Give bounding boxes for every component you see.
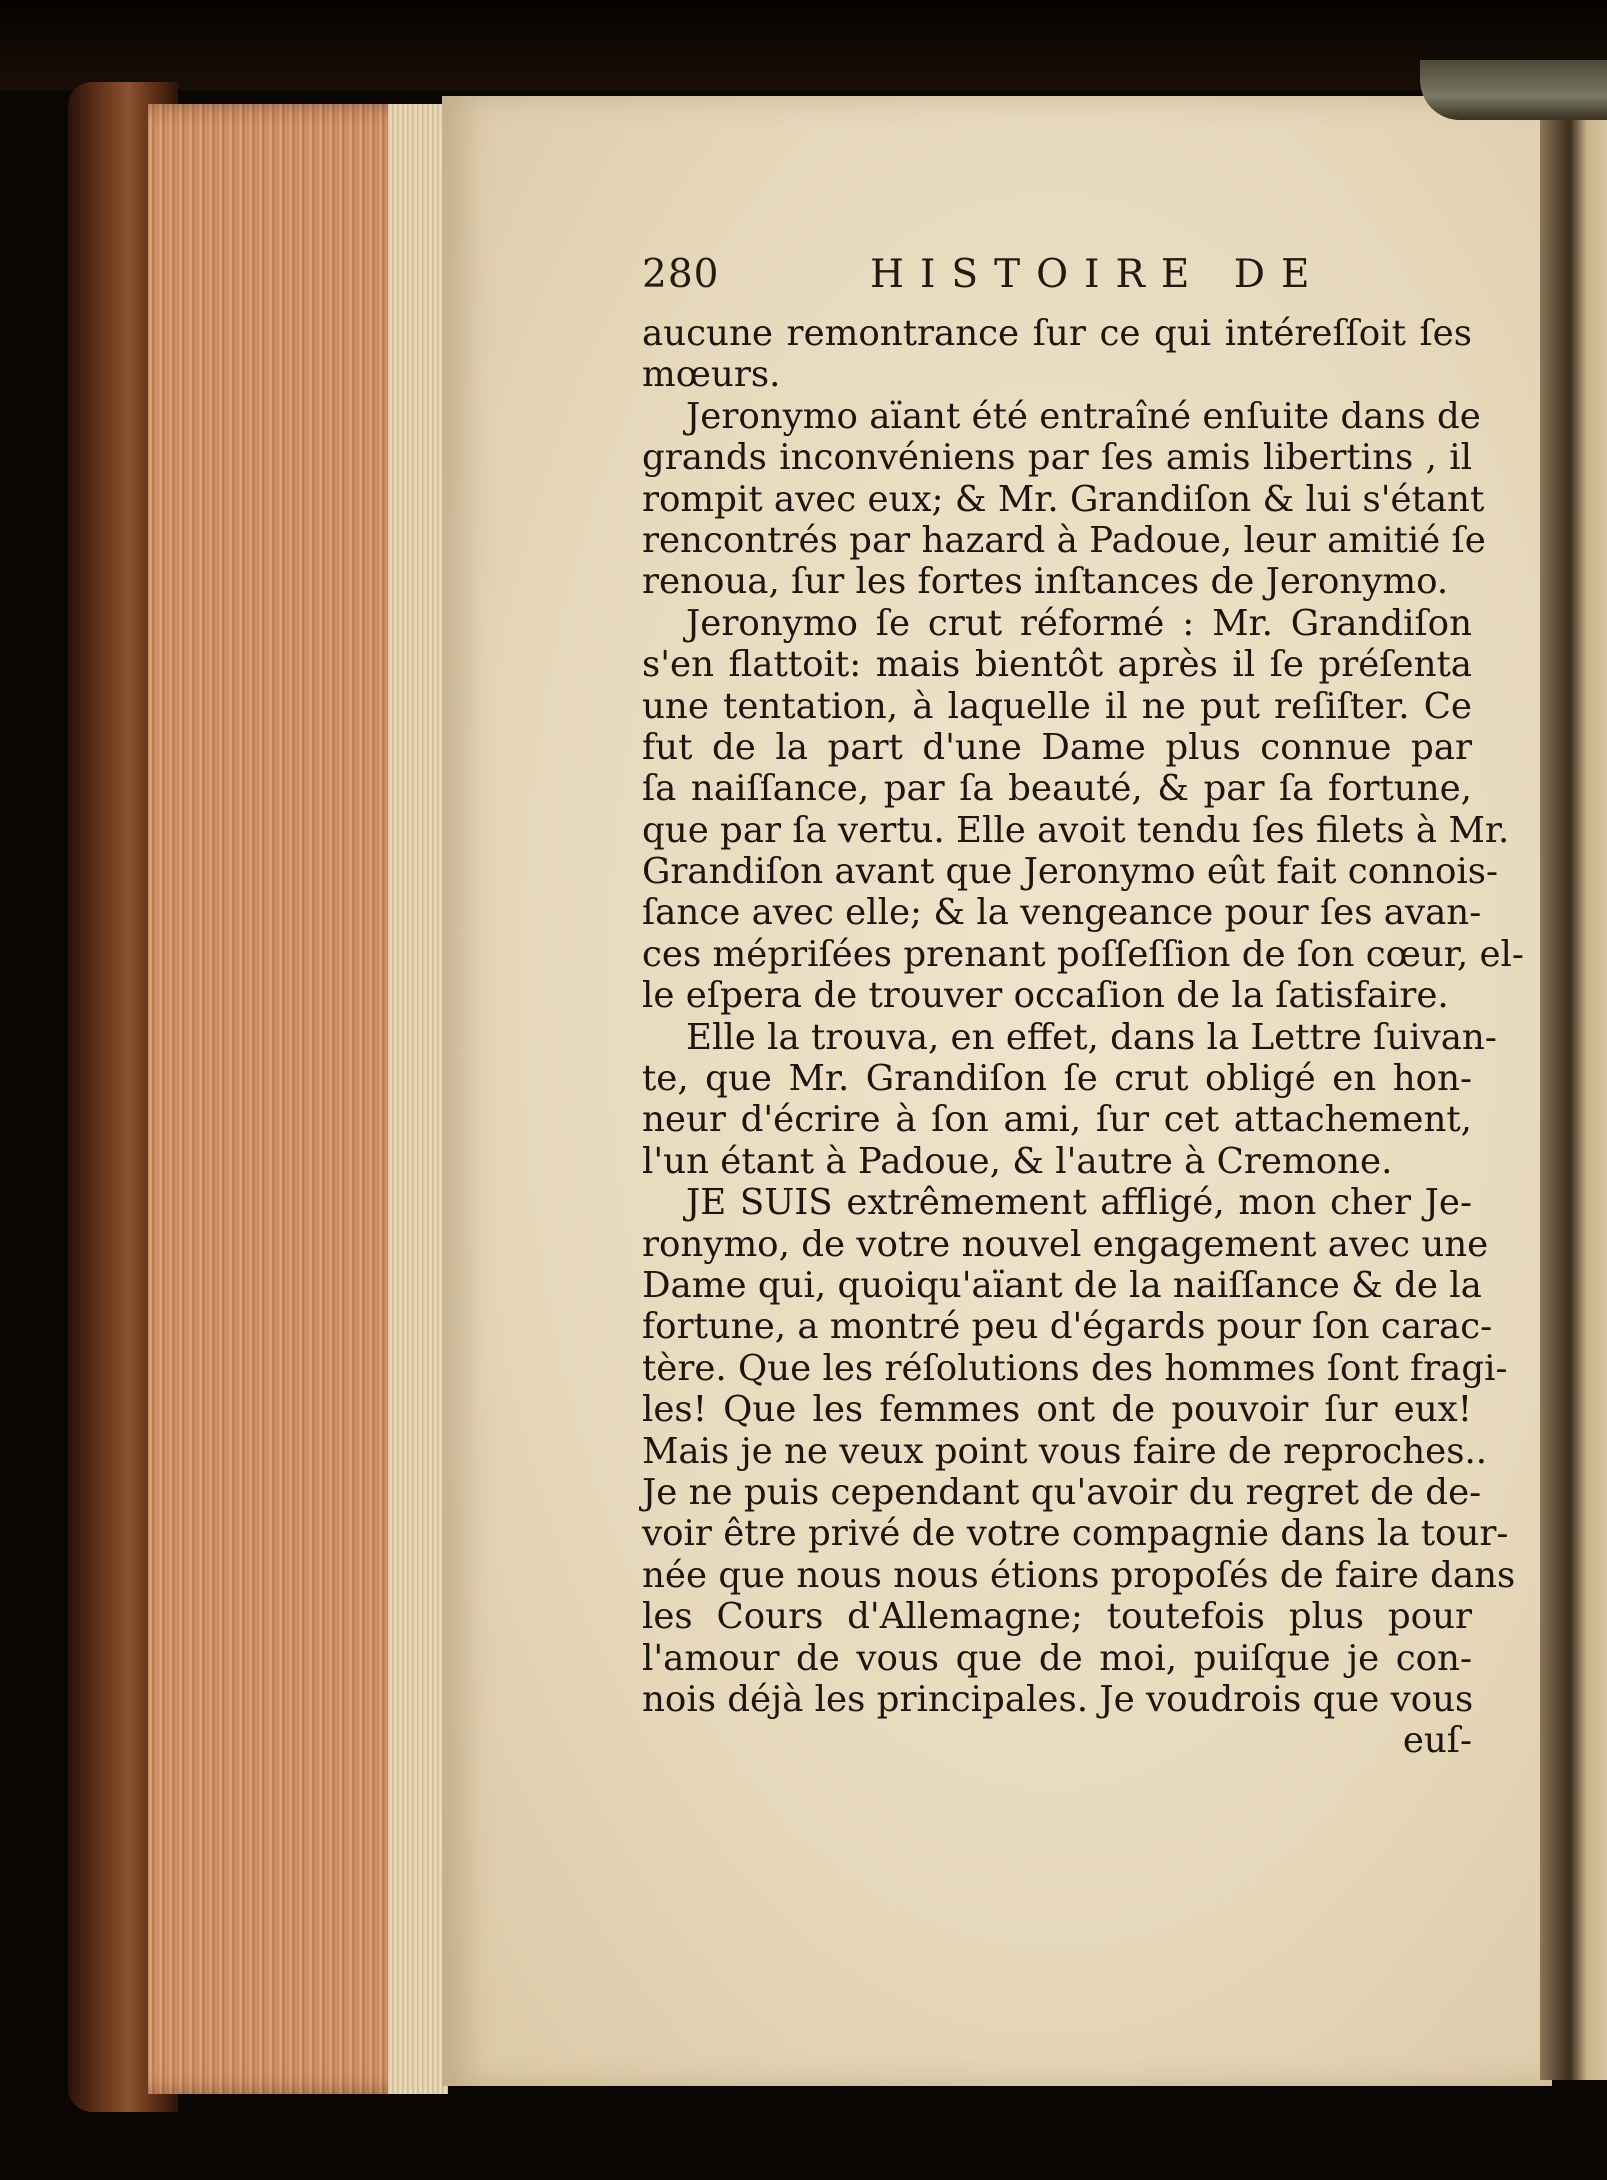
text-line: ſance avec elle; & la vengeance pour ſes avan- xyxy=(642,892,1482,934)
text-line: l'amour de vous que de moi, puiſque je con- xyxy=(642,1637,1472,1679)
text-line: JE SUIS extrêmement affligé, mon cher Je- xyxy=(686,1182,1472,1224)
text-line: Je ne puis cependant qu'avoir du regret de de- xyxy=(642,1471,1482,1513)
text-line: Jeronymo aïant été entraîné enſuite dans de xyxy=(686,395,1481,437)
facing-page-gutter xyxy=(1540,110,1607,2080)
text-line: mœurs. xyxy=(642,354,781,396)
text-line: voir être privé de votre compagnie dans la tour- xyxy=(642,1513,1509,1555)
text-line: née que nous nous étions propoſés de faire dans xyxy=(642,1554,1516,1596)
text-line: ces mépriſées prenant poſſeſſion de ſon cœur, el- xyxy=(642,933,1524,975)
background-top xyxy=(0,0,1607,90)
text-line: tère. Que les réſolutions des hommes ſont fragi- xyxy=(642,1347,1508,1389)
text-line: Jeronymo ſe crut réformé : Mr. Grandiſon xyxy=(686,602,1472,644)
text-line: neur d'écrire à ſon ami, ſur cet attachement, xyxy=(642,1099,1472,1141)
text-line: Elle la trouva, en effet, dans la Lettre ſuivan- xyxy=(686,1016,1497,1058)
text-line: le eſpera de trouver occaſion de la ſatisfaire. xyxy=(642,975,1449,1017)
text-line: s'en flattoit: mais bientôt après il ſe préſenta xyxy=(642,644,1472,686)
page-body-text xyxy=(642,313,1524,1762)
text-line: que par ſa vertu. Elle avoit tendu ſes filets à Mr. xyxy=(642,809,1510,851)
text-line: grands inconvéniens par ſes amis libertins , il xyxy=(642,437,1472,479)
text-line: une tentation, à laquelle il ne put reſiſter. Ce xyxy=(642,685,1472,727)
running-title: HISTOIRE DE xyxy=(870,252,1326,297)
page-fore-edges xyxy=(148,104,448,2094)
text-line: l'un étant à Padoue, & l'autre à Cremone. xyxy=(642,1140,1393,1182)
text-line: Mais je ne veux point vous faire de reproches.. xyxy=(642,1430,1488,1472)
text-line: euſ- xyxy=(1402,1720,1472,1762)
spine-top xyxy=(1420,60,1607,120)
text-line: renoua, ſur les fortes inſtances de Jeronymo. xyxy=(642,561,1449,603)
page-number: 280 xyxy=(642,252,720,297)
text-line: te, que Mr. Grandiſon ſe crut obligé en hon- xyxy=(642,1058,1472,1100)
text-line: nois déjà les principales. Je voudrois que vous xyxy=(642,1678,1474,1720)
text-line: rompit avec eux; & Mr. Grandiſon & lui s'étant xyxy=(642,478,1485,520)
text-line: fortune, a montré peu d'égards pour ſon carac- xyxy=(642,1306,1493,1348)
text-line: les! Que les femmes ont de pouvoir ſur eux! xyxy=(642,1389,1472,1431)
text-line: Grandiſon avant que Jeronymo eût fait connois- xyxy=(642,851,1499,893)
text-line: ronymo, de votre nouvel engagement avec une xyxy=(642,1223,1489,1265)
text-line: Dame qui, quoiqu'aïant de la naiſſance & de la xyxy=(642,1264,1482,1306)
text-line: aucune remontrance ſur ce qui intéreſſoit ſes xyxy=(642,313,1472,354)
page-header xyxy=(642,252,1442,298)
text-line: fut de la part d'une Dame plus connue par xyxy=(642,726,1472,768)
text-line: ſa naiſſance, par ſa beauté, & par ſa fortune, xyxy=(642,768,1472,810)
text-line: rencontrés par hazard à Padoue, leur amitié ſe xyxy=(642,519,1486,561)
text-line: les Cours d'Allemagne; toutefois plus pour xyxy=(642,1596,1472,1638)
